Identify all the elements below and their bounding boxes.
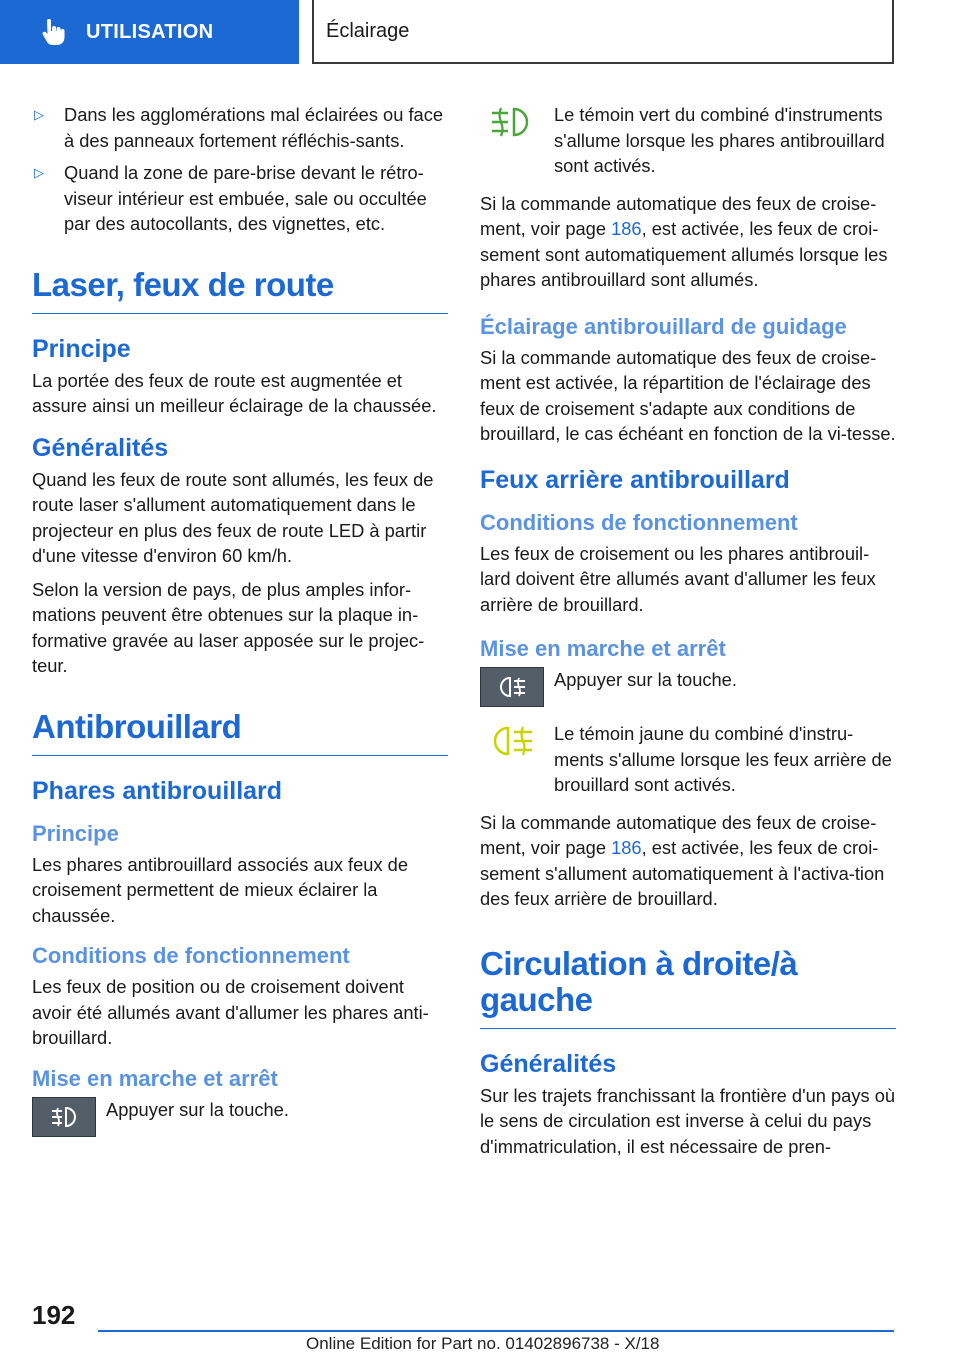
paragraph [480,810,896,912]
list-item-text: Dans les agglomérations mal éclairées ou face à des panneaux fortement réfléchis-sants. [64,104,444,151]
page-link[interactable]: 186 [611,837,642,858]
indicator-row [480,102,896,179]
heading-antibrouillard: Antibrouillard [32,709,448,756]
text: , est activée, les feux de croi-sement s'allument automatiquement à l'activa-tion des feux arrière de brouillard. [480,837,885,909]
paragraph: Les feux de croisement ou les phares antibrouil-lard doivent être allumés avant d'allumer les feux arrière de brouillard. [480,542,876,615]
paragraph: Sur les trajets franchissant la frontière d'un pays où le sens de circulation est inverse à celui du pays d'immatriculation, il est nécessaire de pren- [480,1084,896,1157]
paragraph: Si la commande automatique des feux de croise-ment est activée, la répartition de l'éclairage des feux de croisement s'adapte aux conditions de brouillard, le cas échéant en fonction de la vi-tesse. [480,346,896,444]
hand-pointer-icon [36,17,66,47]
text: Si la commande automatique des feux de croise-ment, voir page [480,811,877,858]
heading-conditions: Conditions de fonctionnement [480,509,798,535]
paragraph [480,191,896,293]
green-fog-indicator-icon [480,102,544,142]
heading-generalites: Généralités [480,1049,617,1078]
page-title-tab [312,0,894,64]
section-label: UTILISATION [86,20,214,43]
button-row [480,667,896,707]
heading-generalites: Généralités [32,433,169,462]
indicator-row [480,721,896,798]
heading-principe: Principe [32,334,131,363]
triangle-bullet-icon: ▷ [34,107,44,122]
list-item [32,160,448,237]
paragraph: Quand les feux de route sont allumés, les feux de route laser s'allument automatiquement dans le projecteur en plus des feux de route LED à partir d'une vitesse d'environ 60 km/h. [32,468,434,566]
heading-conditions: Conditions de fonctionnement [32,943,350,968]
instruction-text: Appuyer sur la touche. [106,1098,289,1120]
indicator-text: Le témoin jaune du combiné d'instru-ments s'allume lorsque les feux arrière de brouillard sont activés. [554,723,892,795]
text: , est activée, les feux de croi-sement sont automatiquement allumés lorsque les phares antibrouillard sont allumés. [480,218,888,290]
front-fog-light-button-icon [32,1097,96,1137]
section-tab [0,0,299,64]
right-column [480,102,896,1167]
heading-mise-en-marche: Mise en marche et arrêt [480,636,726,661]
heading-circulation: Circulation à droite/à gauche [480,946,896,1029]
page-link[interactable]: 186 [611,218,642,239]
yellow-rear-fog-indicator-icon [480,721,544,761]
list-item-text: Quand la zone de pare-brise devant le rétro-viseur intérieur est embuée, sale ou occultée par des autocollants, des vignettes, etc. [64,162,427,234]
paragraph: Les phares antibrouillard associés aux feux de croisement permettent de mieux éclairer la chaussée. [32,853,409,926]
button-row [32,1097,448,1137]
heading-phares: Phares antibrouillard [32,776,283,805]
heading-laser: Laser, feux de route [32,267,448,314]
list-item [32,102,448,153]
heading-feux-arriere: Feux arrière antibrouillard [480,465,790,494]
paragraph: Selon la version de pays, de plus amples infor-mations peuvent être obtenues sur la plaque in-formative gravée au laser apposée sur le projec-teur. [32,578,425,676]
page-title: Éclairage [326,19,410,42]
rear-fog-light-button-icon [480,667,544,707]
indicator-text: Le témoin vert du combiné d'instruments s'allume lorsque les phares antibrouillard sont activés. [554,104,885,176]
footer-divider [98,1330,894,1332]
paragraph: Les feux de position ou de croisement doivent avoir été allumés avant d'allumer les phares anti-brouillard. [32,976,429,1048]
text: Si la commande automatique des feux de croise-ment, voir page [480,192,877,239]
heading-principe: Principe [32,820,119,846]
edition-footer: Online Edition for Part no. 01402896738 - X/18 [306,1334,660,1353]
triangle-bullet-icon: ▷ [34,165,44,180]
instruction-text: Appuyer sur la touche. [554,669,737,690]
paragraph: La portée des feux de route est augmentée et assure ainsi un meilleur éclairage de la chaussée. [32,369,437,416]
page-number: 192 [32,1300,76,1330]
heading-mise-en-marche: Mise en marche et arrêt [32,1065,278,1091]
heading-guidage: Éclairage antibrouillard de guidage [480,313,847,339]
left-column [32,102,448,1149]
